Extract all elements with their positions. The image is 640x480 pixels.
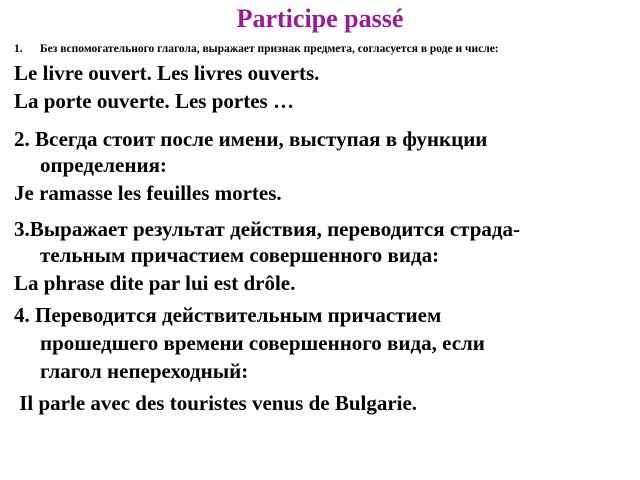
example-line-2: La porte ouverte. Les portes …	[14, 89, 294, 113]
example-line-4: La phrase dite par lui est drôle.	[14, 271, 296, 295]
list-item-1-text: Без вспомогательного глагола, выражает признак предмета, согласуется в роде и числе:	[40, 43, 499, 55]
example-line-5: Il parle avec des touristes venus de Bulgarie.	[14, 391, 418, 415]
rule-3-line-2: тельным причастием совершенного вида:	[40, 243, 440, 267]
slide-title: Participe passé	[236, 4, 404, 33]
rule-2-line-2: определения:	[40, 153, 167, 177]
list-item-1-number: 1.	[14, 43, 23, 55]
example-line-1: Le livre ouvert. Les livres ouverts.	[14, 61, 320, 85]
rule-4-line-2: прошедшего времени совершенного вида, если	[40, 331, 485, 355]
list-item-1	[14, 42, 634, 56]
rule-3-line-1: 3.Выражает результат действия, переводится страда-	[14, 217, 521, 241]
rule-4-line-3: глагол непереходный:	[40, 359, 249, 383]
rule-2-line-1: 2. Всегда стоит после имени, выступая в функции	[14, 127, 488, 151]
example-line-3: Je ramasse les feuilles mortes.	[14, 181, 282, 205]
rule-4-line-1: 4. Переводится действительным причастием	[14, 303, 442, 327]
